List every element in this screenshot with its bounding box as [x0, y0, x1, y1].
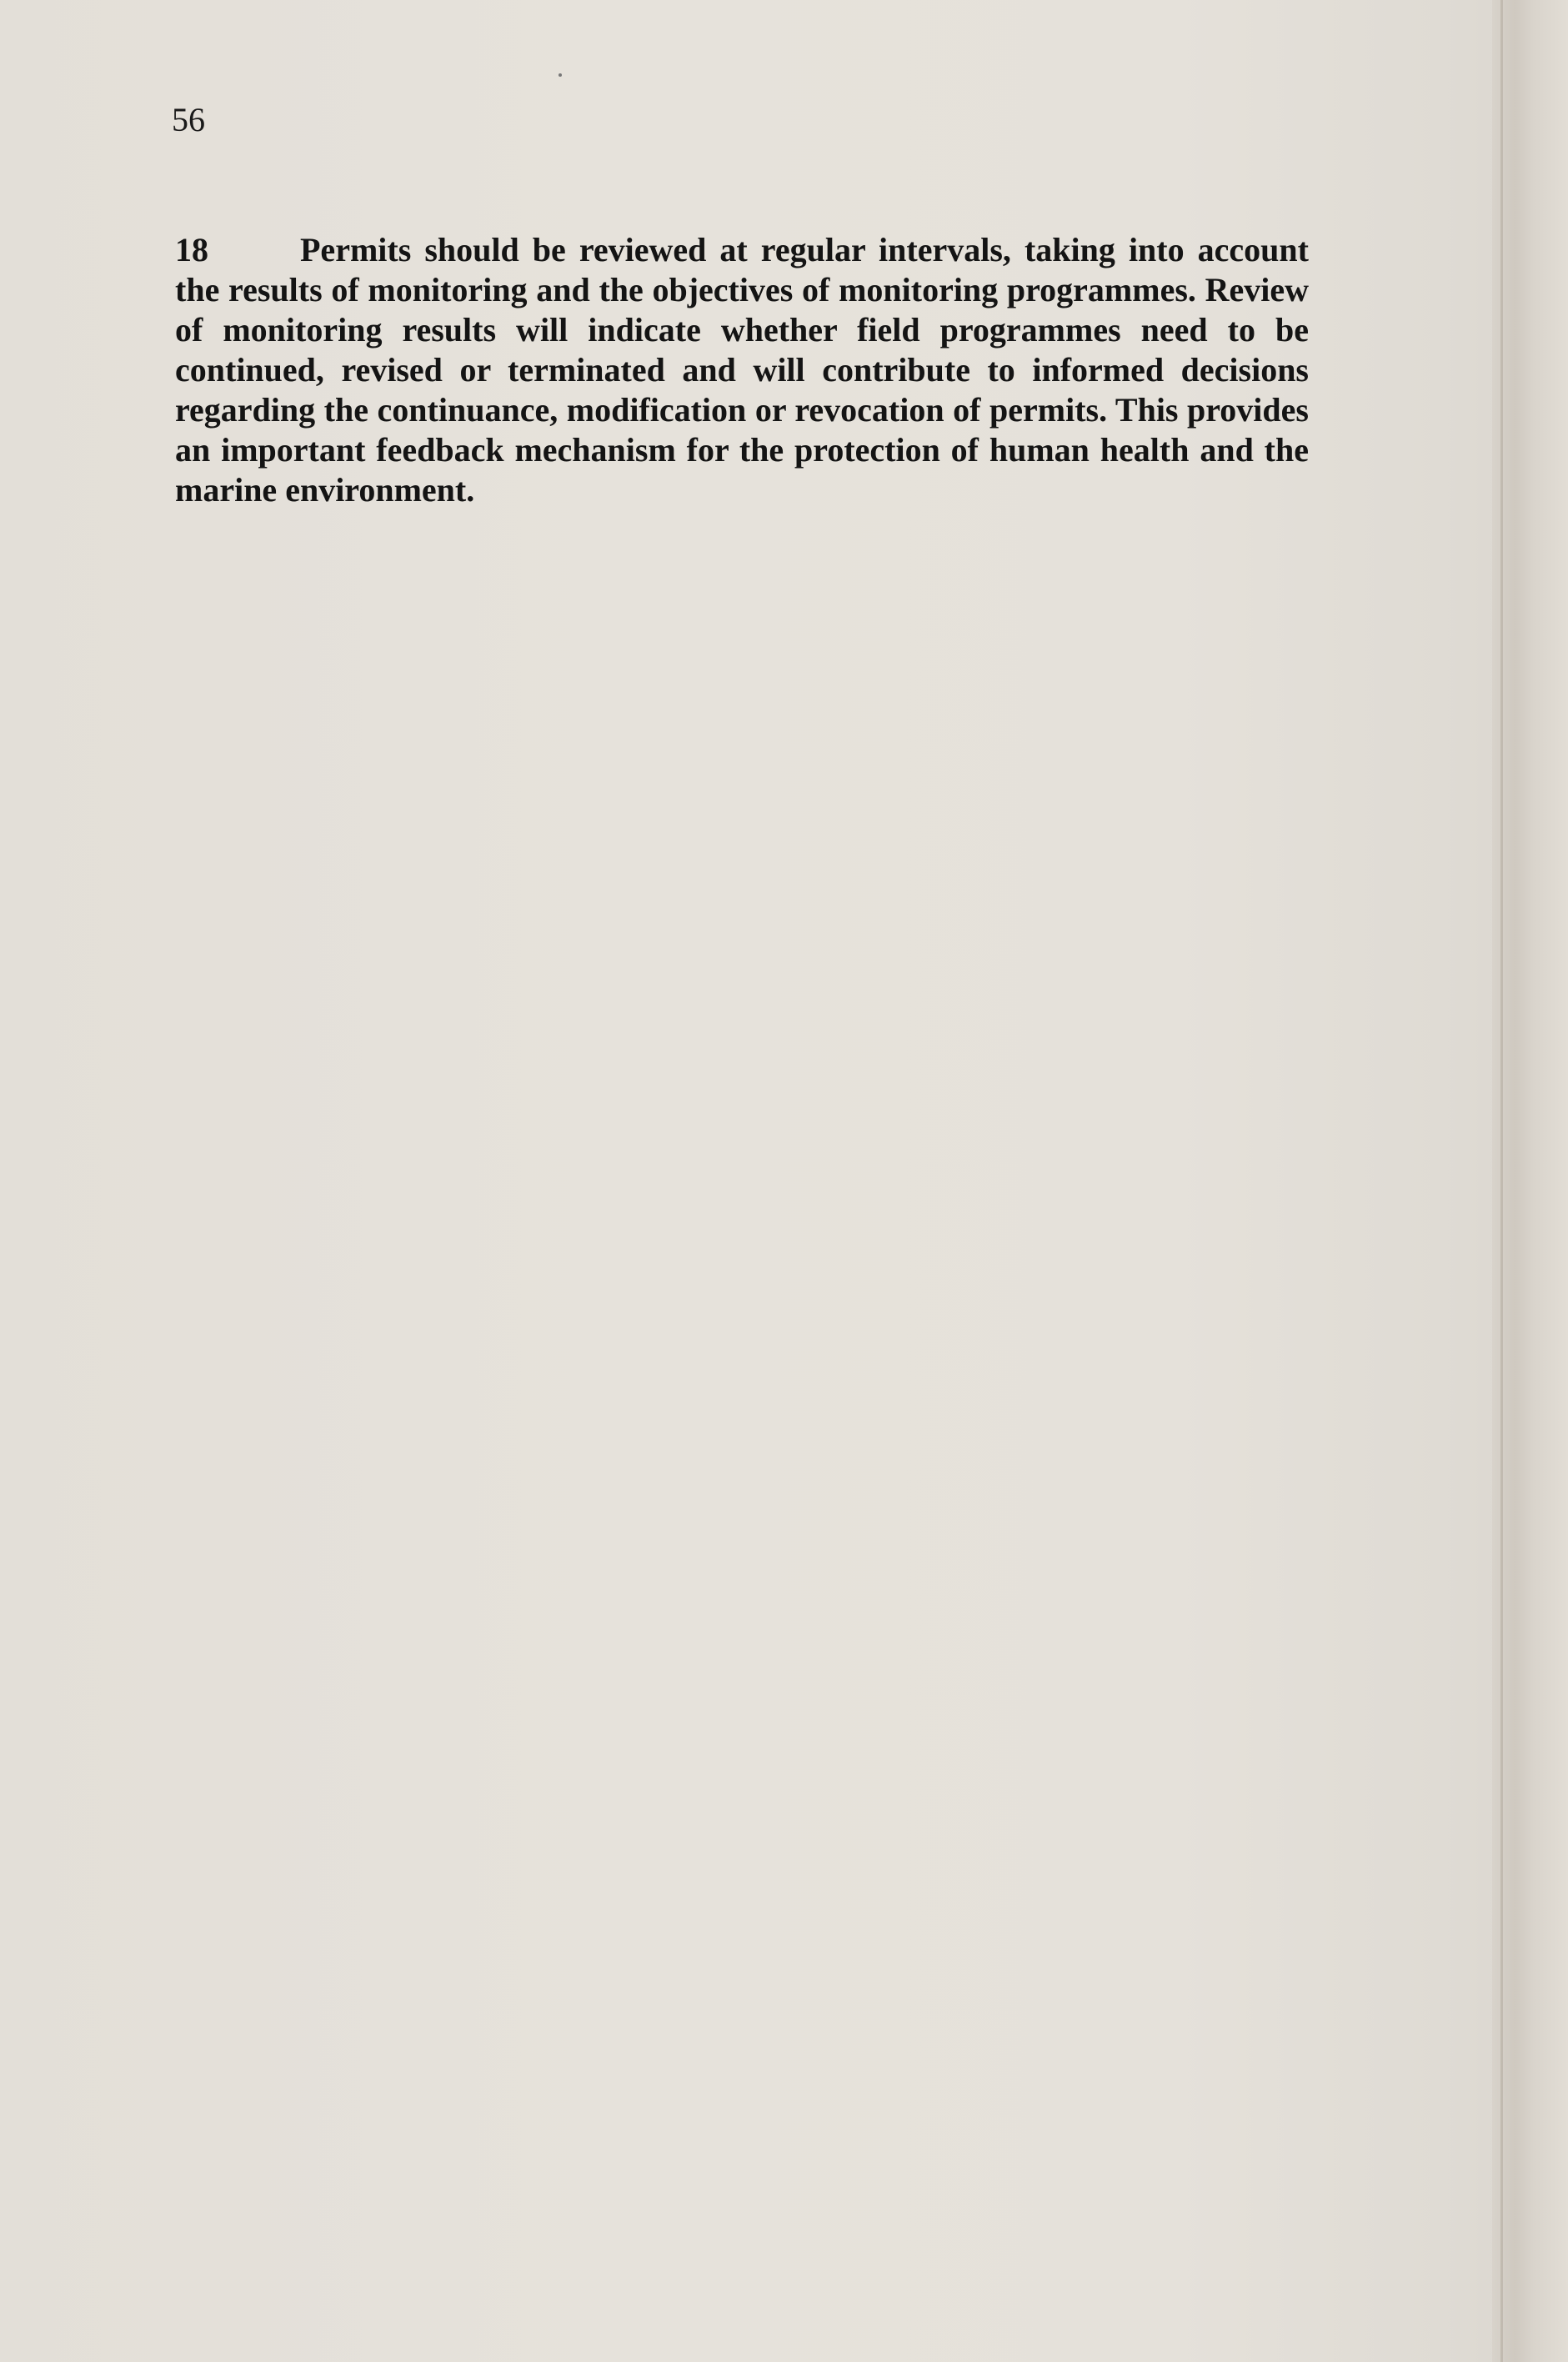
page-edge-shadow [1492, 0, 1568, 2362]
paragraph-text: Permits should be reviewed at regular intervals, taking into account the results of monitoring and the objectives of monitoring programmes. Review of monitoring results will indicate whether field programmes need to be continued, revised or terminated and will contribute to informed decisions regarding the continuance, modification or revocation of permits. This provides an important feedback mechanism for the protection of human health and the marine environment. [175, 231, 1309, 509]
page-number: 56 [172, 101, 205, 138]
paragraph-number: 18 [175, 231, 208, 268]
page-edge-line [1500, 0, 1503, 2362]
paragraph-18 [175, 230, 1309, 510]
paper-speck [559, 73, 562, 77]
